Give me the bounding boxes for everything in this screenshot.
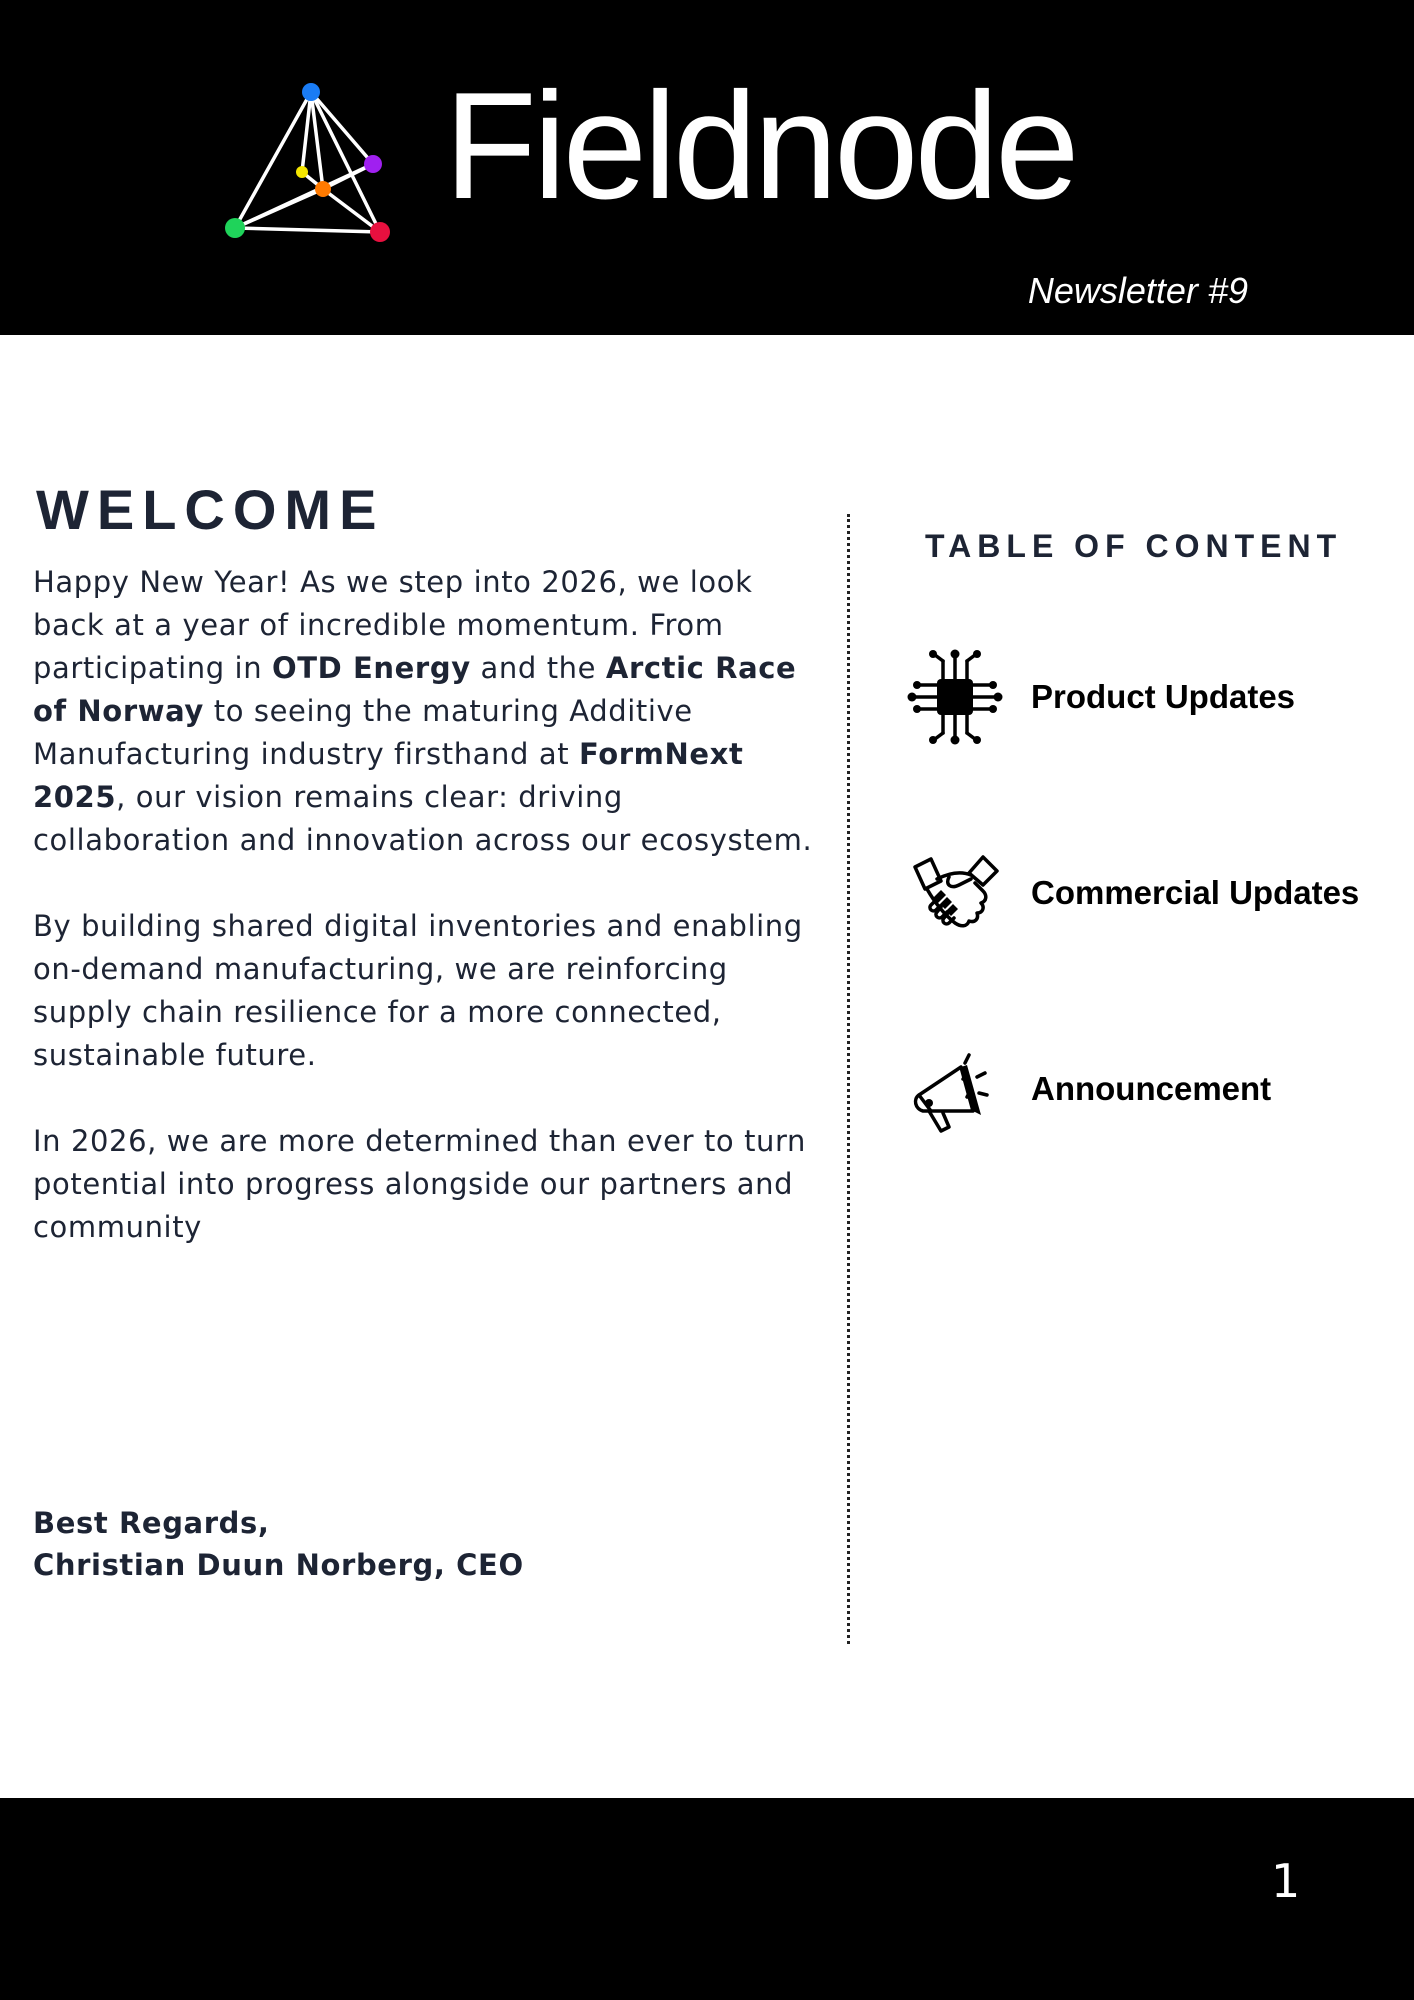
toc-item-announcement[interactable] — [905, 1039, 1365, 1139]
toc-item-commercial-updates[interactable] — [905, 843, 1365, 943]
event-name-otd: OTD Energy — [272, 651, 471, 685]
megaphone-icon — [905, 1039, 1005, 1139]
text-run: and the — [470, 651, 606, 685]
page-number: 1 — [1271, 1854, 1301, 1908]
welcome-heading: WELCOME — [36, 478, 385, 541]
signoff-greeting: Best Regards, — [33, 1506, 270, 1540]
logo-node — [302, 83, 320, 101]
logo-node — [315, 181, 331, 197]
text-run: Happy New Year! As we step into 2026, we look back at a year of incredible momentum. From participating in — [33, 565, 753, 685]
fieldnode-logo-icon — [218, 78, 398, 248]
welcome-body — [33, 561, 823, 1292]
logo-node — [364, 155, 382, 173]
column-divider — [847, 514, 850, 1644]
brand-wordmark: Fieldnode — [444, 61, 1076, 231]
header-banner — [0, 0, 1414, 335]
logo-node — [225, 218, 245, 238]
toc-label: Commercial Updates — [1031, 874, 1360, 911]
text-run: , our vision remains clear: driving collaboration and innovation across our ecosystem. — [33, 780, 813, 857]
event-name-arctic-race: Arctic Race of Norway — [33, 651, 797, 728]
event-name-formnext: FormNext 2025 — [33, 737, 744, 814]
chip-icon — [905, 647, 1005, 747]
logo-node — [296, 166, 308, 178]
signoff — [33, 1502, 524, 1586]
welcome-paragraph-1 — [33, 561, 823, 862]
toc-heading: TABLE OF CONTENT — [925, 528, 1343, 564]
toc-item-product-updates[interactable] — [905, 647, 1365, 747]
signoff-author: Christian Duun Norberg, CEO — [33, 1548, 524, 1582]
welcome-paragraph-3: In 2026, we are more determined than ever to turn potential into progress alongside our partners and community — [33, 1124, 807, 1244]
handshake-icon — [905, 843, 1005, 943]
logo-node — [370, 222, 390, 242]
welcome-paragraph-2: By building shared digital inventories and enabling on-demand manufacturing, we are reinforcing supply chain resilience for a more connected, sustainable future. — [33, 909, 803, 1072]
text-run: to seeing the maturing Additive Manufacturing industry firsthand at — [33, 694, 693, 771]
toc-label: Announcement — [1031, 1070, 1272, 1107]
newsletter-issue: Newsletter #9 — [1027, 270, 1248, 311]
toc-label: Product Updates — [1031, 678, 1296, 715]
footer-bar — [0, 1798, 1414, 2000]
